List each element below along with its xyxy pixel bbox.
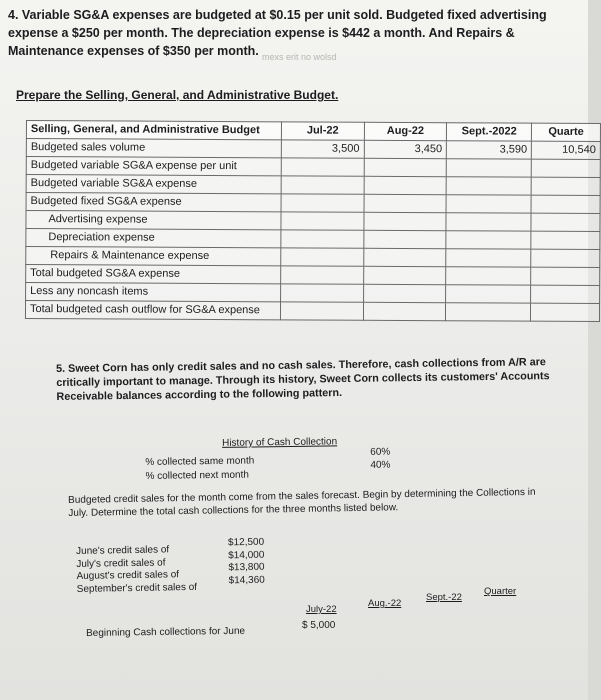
credit-sales-label: September's credit sales of bbox=[76, 581, 198, 595]
row-cell bbox=[363, 248, 446, 266]
history-label-same-month: % collected same month bbox=[145, 455, 255, 468]
collection-col-jul: July-22 bbox=[306, 604, 337, 615]
row-label: Total budgeted SG&A expense bbox=[26, 265, 281, 284]
row-label: Budgeted sales volume bbox=[26, 139, 281, 158]
beginning-collections-label: Beginning Cash collections for June bbox=[86, 625, 246, 639]
row-cell bbox=[446, 195, 531, 213]
row-cell bbox=[531, 231, 600, 249]
budget-heading: Prepare the Selling, General, and Administrative Budget. bbox=[16, 88, 339, 102]
row-cell bbox=[281, 176, 364, 194]
beginning-collections-value: $ 5,000 bbox=[302, 620, 336, 631]
bleed-through-text: mexs erit no wolsd bbox=[262, 52, 337, 62]
credit-sales-value: $14,360 bbox=[228, 574, 265, 586]
row-cell bbox=[281, 284, 364, 302]
sga-budget-table bbox=[25, 120, 601, 322]
header-sept: Sept.-2022 bbox=[447, 123, 532, 141]
row-cell bbox=[531, 159, 600, 177]
row-cell bbox=[446, 249, 531, 267]
row-label: Advertising expense bbox=[26, 211, 281, 230]
row-cell: 10,540 bbox=[532, 141, 601, 159]
row-cell bbox=[531, 213, 600, 231]
row-cell bbox=[446, 303, 531, 321]
row-label: Budgeted variable SG&A expense per unit bbox=[26, 157, 281, 176]
row-cell bbox=[531, 195, 600, 213]
credit-sales-list bbox=[76, 536, 316, 595]
credit-sales-value: $12,500 bbox=[227, 536, 265, 549]
row-cell bbox=[363, 266, 446, 284]
row-cell bbox=[363, 302, 446, 320]
collection-col-quarter: Quarter bbox=[484, 586, 517, 597]
row-cell bbox=[531, 267, 600, 285]
history-pct-same-month: 60% bbox=[370, 446, 391, 458]
row-cell bbox=[446, 159, 531, 177]
row-label: Repairs & Maintenance expense bbox=[26, 247, 281, 266]
row-cell bbox=[446, 285, 531, 303]
collection-col-aug: Aug.-22 bbox=[368, 598, 402, 609]
history-pct-next-month: 40% bbox=[370, 459, 391, 471]
row-cell bbox=[281, 194, 364, 212]
row-cell bbox=[281, 212, 364, 230]
table-row bbox=[25, 301, 599, 322]
row-label: Budgeted fixed SG&A expense bbox=[26, 193, 281, 212]
credit-sales-value: $14,000 bbox=[228, 549, 265, 561]
row-cell: 3,590 bbox=[447, 141, 532, 159]
row-cell bbox=[531, 303, 600, 321]
collection-col-sept: Sept.-22 bbox=[426, 592, 462, 603]
collection-history bbox=[145, 434, 405, 482]
credit-sales-value: $13,800 bbox=[228, 561, 265, 574]
question-5b-text: Budgeted credit sales for the month come from the sales forecast. Begin by determining the Collections in July. Determine the total cash collections for the three months listed below. bbox=[68, 486, 536, 519]
row-label: Depreciation expense bbox=[26, 229, 281, 248]
question-4-text: 4. Variable SG&A expenses are budgeted at $0.15 per unit sold. Budgeted fixed advertising expense a $250 per month. The depreciation expense is $442 a month. And Repairs & Maintenance expenses of $350 per month. bbox=[8, 8, 547, 58]
row-cell bbox=[446, 267, 531, 285]
row-cell bbox=[281, 266, 364, 284]
header-quarter: Quarte bbox=[532, 123, 601, 141]
row-cell bbox=[281, 248, 364, 266]
row-cell bbox=[280, 302, 363, 320]
row-cell bbox=[364, 176, 447, 194]
row-cell bbox=[364, 158, 447, 176]
history-title: History of Cash Collection bbox=[222, 436, 338, 449]
question-5-text: 5. Sweet Corn has only credit sales and no cash sales. Therefore, cash collections from A/R are critically important to manage. Through its history, Sweet Corn collects its customers' Accounts Receivable balances according to the following pattern. bbox=[56, 356, 550, 403]
row-cell bbox=[531, 177, 600, 195]
credit-sales-label: June's credit sales of bbox=[76, 544, 170, 557]
row-cell bbox=[446, 177, 531, 195]
row-cell bbox=[281, 230, 364, 248]
row-cell bbox=[364, 194, 447, 212]
row-label: Budgeted variable SG&A expense bbox=[26, 175, 281, 194]
row-cell bbox=[446, 231, 531, 249]
row-cell bbox=[281, 158, 364, 176]
row-label: Less any noncash items bbox=[26, 283, 281, 302]
row-cell bbox=[363, 284, 446, 302]
header-label: Selling, General, and Administrative Budget bbox=[26, 121, 281, 140]
row-cell: 3,500 bbox=[281, 140, 364, 158]
history-label-next-month: % collected next month bbox=[145, 469, 249, 482]
row-label: Total budgeted cash outflow for SG&A expense bbox=[25, 301, 280, 320]
row-cell bbox=[364, 212, 447, 230]
row-cell bbox=[531, 249, 600, 267]
row-cell bbox=[363, 230, 446, 248]
credit-sales-label: August's credit sales of bbox=[76, 569, 180, 582]
row-cell bbox=[531, 285, 600, 303]
header-jul: Jul-22 bbox=[281, 122, 364, 140]
credit-sales-label: July's credit sales of bbox=[76, 556, 166, 570]
row-cell: 3,450 bbox=[364, 140, 447, 158]
row-cell bbox=[446, 213, 531, 231]
header-aug: Aug-22 bbox=[364, 122, 447, 140]
